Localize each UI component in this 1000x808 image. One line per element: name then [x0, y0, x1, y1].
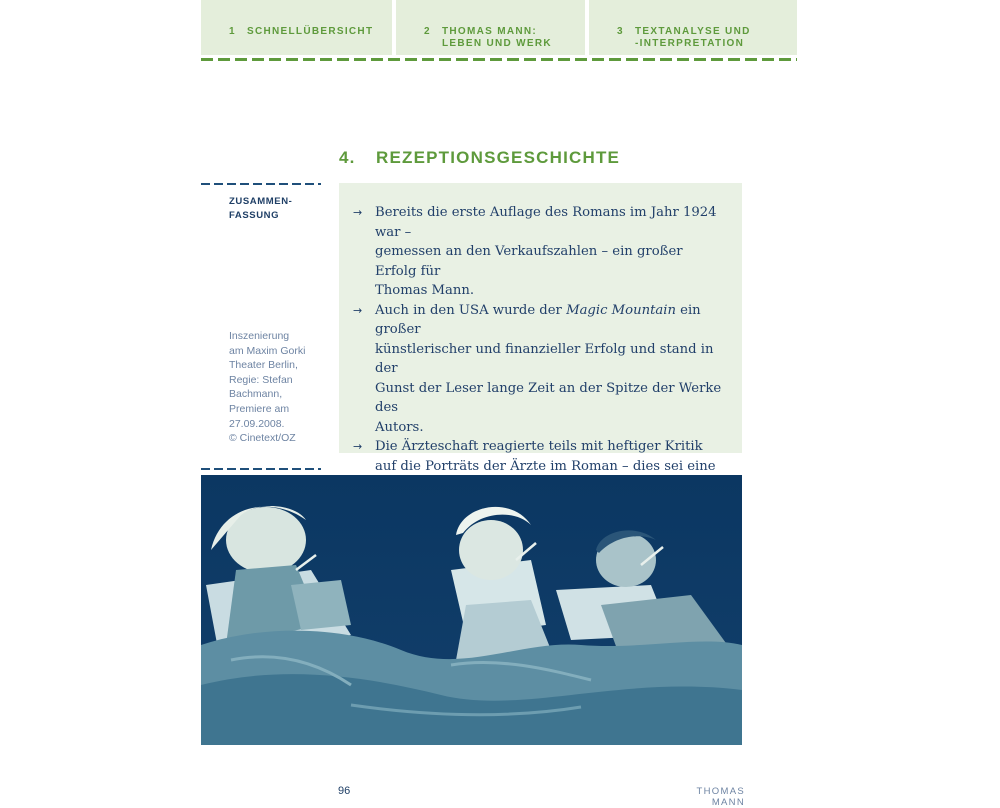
caption-line: Theater Berlin,: [229, 359, 298, 372]
chapter-title: REZEPTIONSGESCHICHTE: [376, 148, 621, 167]
tab-label-line: THOMAS MANN:: [442, 26, 538, 37]
header-dashed-rule: [201, 58, 797, 61]
sidebar-top-rule: [201, 183, 321, 185]
tab-number: 1: [229, 26, 236, 37]
page-number: 96: [338, 785, 351, 797]
summary-line: auf die Porträts der Ärzte im Roman – dies sei eine: [375, 458, 716, 474]
summary-box: [339, 183, 742, 474]
summary-line: künstlerischer und finanzieller Erfolg und stand in der: [375, 341, 714, 376]
sidebar-heading-line: FASSUNG: [229, 210, 280, 221]
summary-line: ein großer: [375, 302, 701, 337]
summary-item: [353, 301, 728, 438]
tab-label-line: LEBEN UND WERK: [442, 38, 552, 49]
tab-thomas-mann[interactable]: [396, 0, 585, 55]
tab-schnelluebersicht[interactable]: [201, 0, 392, 55]
sidebar-heading-line: ZUSAMMEN-: [229, 196, 293, 207]
stage-photo-illustration: [201, 475, 742, 745]
tab-label-line: -INTERPRETATION: [635, 38, 745, 49]
arrow-right-icon: →: [353, 206, 363, 219]
stage-photo: [201, 475, 742, 745]
tab-label-line: TEXTANALYSE UND: [635, 26, 751, 37]
arrow-right-icon: →: [353, 303, 363, 317]
tab-number: 3: [617, 26, 624, 37]
summary-line: Thomas Mann.: [375, 283, 475, 298]
caption-line: © Cinetext/OZ: [229, 432, 296, 445]
tab-label: [635, 26, 751, 50]
tab-label: [442, 26, 552, 50]
photo-caption: [229, 329, 321, 446]
sidebar-bottom-rule: [201, 468, 321, 470]
summary-line: gemessen an den Verkaufszahlen – ein großer Erfolg für: [375, 244, 683, 279]
chapter-nav: [201, 0, 797, 55]
summary-line: Autors.: [375, 419, 424, 435]
caption-line: Inszenierung: [229, 330, 290, 342]
tab-label: SCHNELLÜBERSICHT: [247, 26, 374, 37]
summary-item: [353, 203, 728, 301]
sidebar-heading: [229, 195, 319, 223]
book-title: Magic Mountain: [566, 302, 676, 318]
caption-line: am Maxim Gorki: [229, 344, 306, 357]
summary-line: Gunst der Leser lange Zeit an der Spitze der Werke des: [375, 380, 722, 415]
summary-line: Auch in den USA wurde der: [375, 302, 567, 318]
caption-line: Bachmann,: [229, 388, 283, 401]
summary-line: Die Ärzteschaft reagierte teils mit heftiger Kritik: [375, 439, 703, 454]
arrow-right-icon: →: [353, 440, 363, 453]
tab-textanalyse[interactable]: [589, 0, 797, 55]
caption-line: Premiere am: [229, 402, 290, 415]
running-head: THOMAS MANN: [696, 786, 745, 808]
caption-line: Regie: Stefan: [229, 373, 293, 386]
summary-line: Bereits die erste Auflage des Romans im Jahr 1924 war –: [375, 205, 717, 240]
tab-number: 2: [424, 26, 431, 37]
caption-line: 27.09.2008.: [229, 417, 285, 430]
chapter-number: 4.: [339, 148, 356, 167]
chapter-heading: [339, 148, 620, 168]
